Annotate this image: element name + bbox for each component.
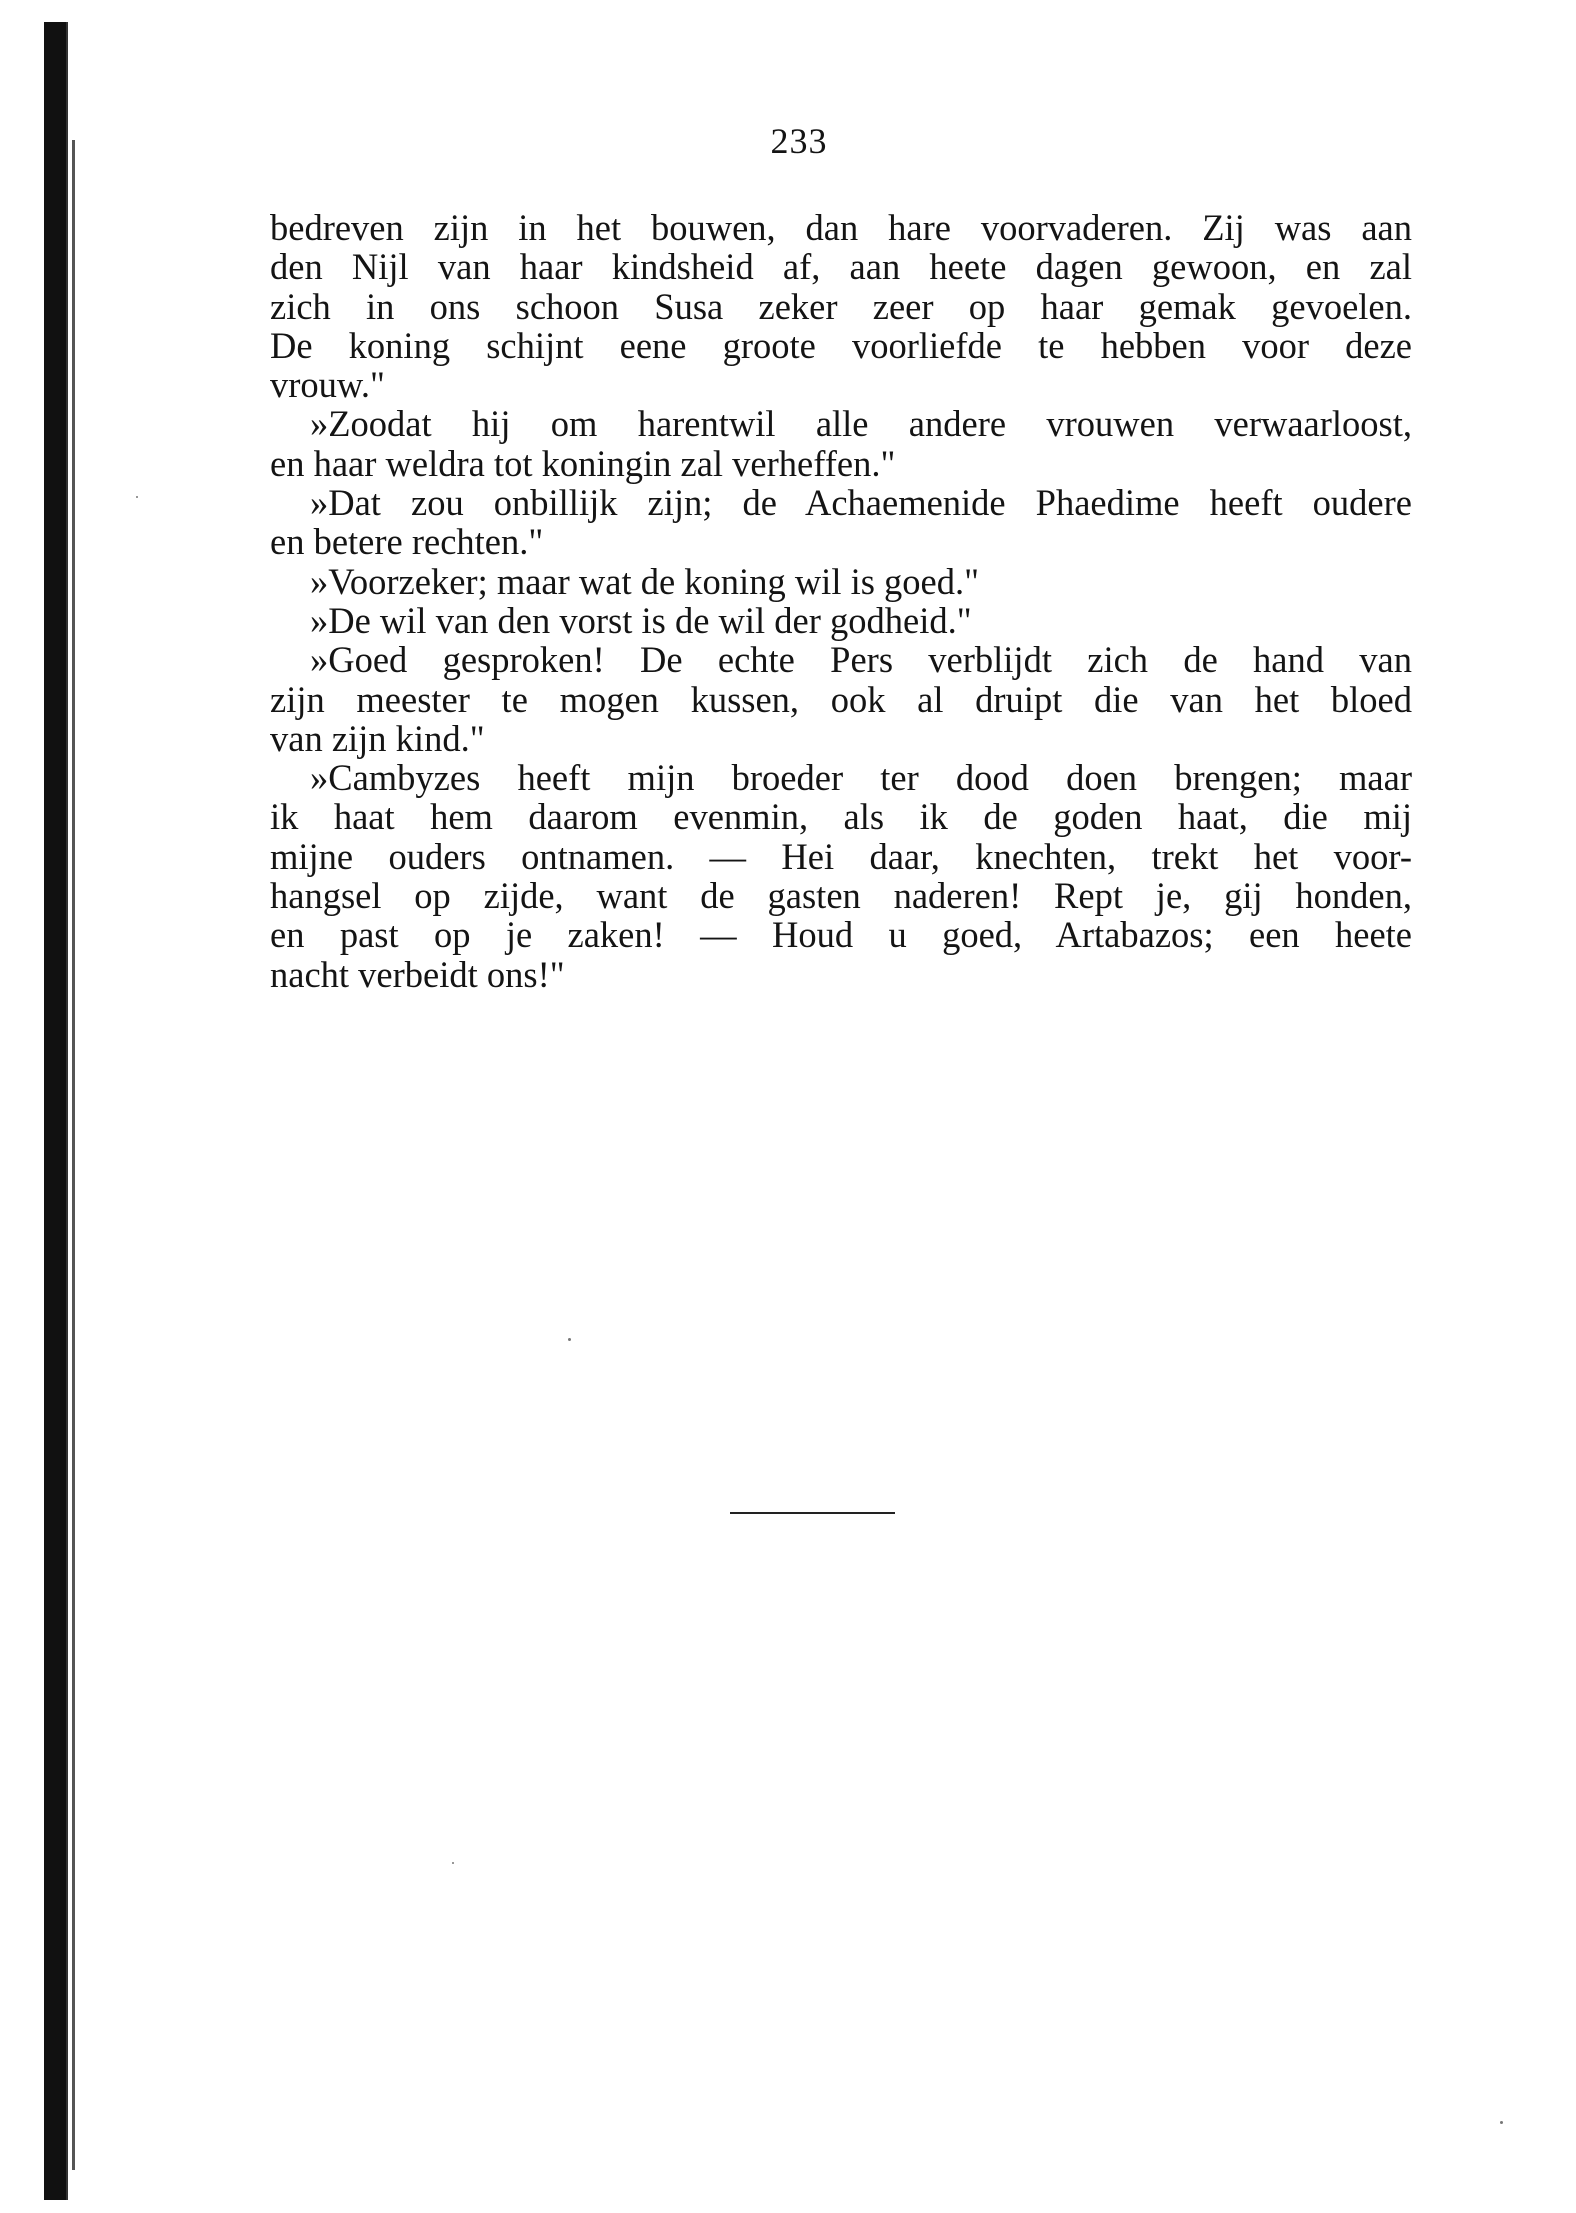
section-end-rule: [730, 1512, 895, 1514]
text-line: nacht verbeidt ons!": [270, 953, 565, 995]
text-line: mijne ouders ontnamen. — Hei daar, knechten, trekt het voor-: [270, 835, 1412, 877]
text-line: hangsel op zijde, want de gasten naderen! Rept je, gij honden,: [270, 875, 1412, 917]
text-line: den Nijl van haar kindsheid af, aan heete dagen gewoon, en zal: [270, 246, 1412, 288]
text-line: van zijn kind.": [270, 717, 485, 759]
text-line: ik haat hem daarom evenmin, als ik de goden haat, die mij: [270, 796, 1412, 838]
book-binding-shadow: [72, 140, 75, 2170]
text-line: »De wil van den vorst is de wil der godheid.": [310, 599, 972, 641]
text-line: »Zoodat hij om harentwil alle andere vrouwen verwaarloost,: [310, 403, 1412, 445]
text-line: zijn meester te mogen kussen, ook al druipt die van het bloed: [270, 678, 1412, 720]
text-line: »Voorzeker; maar wat de koning wil is goed.": [310, 560, 980, 602]
text-line: en haar weldra tot koningin zal verheffen.": [270, 442, 896, 484]
paper-speck: [452, 1862, 454, 1864]
text-line: en betere rechten.": [270, 521, 544, 563]
text-line: zich in ons schoon Susa zeker zeer op haar gemak gevoelen.: [270, 285, 1412, 327]
text-line: vrouw.": [270, 364, 385, 406]
paper-speck: [136, 496, 138, 498]
book-binding-edge: [44, 22, 68, 2200]
text-line: »Dat zou onbillijk zijn; de Achaemenide Phaedime heeft oudere: [310, 482, 1412, 524]
body-text: [270, 208, 1412, 994]
text-line: De koning schijnt eene groote voorliefde te hebben voor deze: [270, 324, 1412, 366]
paper-speck: [568, 1338, 571, 1341]
text-line: bedreven zijn in het bouwen, dan hare voorvaderen. Zij was aan: [270, 207, 1412, 248]
text-line: »Goed gesproken! De echte Pers verblijdt zich de hand van: [310, 639, 1412, 681]
text-line: en past op je zaken! — Houd u goed, Artabazos; een heete: [270, 914, 1412, 956]
page-number: 233: [770, 121, 828, 161]
text-line: »Cambyzes heeft mijn broeder ter dood doen brengen; maar: [310, 757, 1412, 799]
paper-speck: [1500, 2121, 1503, 2124]
